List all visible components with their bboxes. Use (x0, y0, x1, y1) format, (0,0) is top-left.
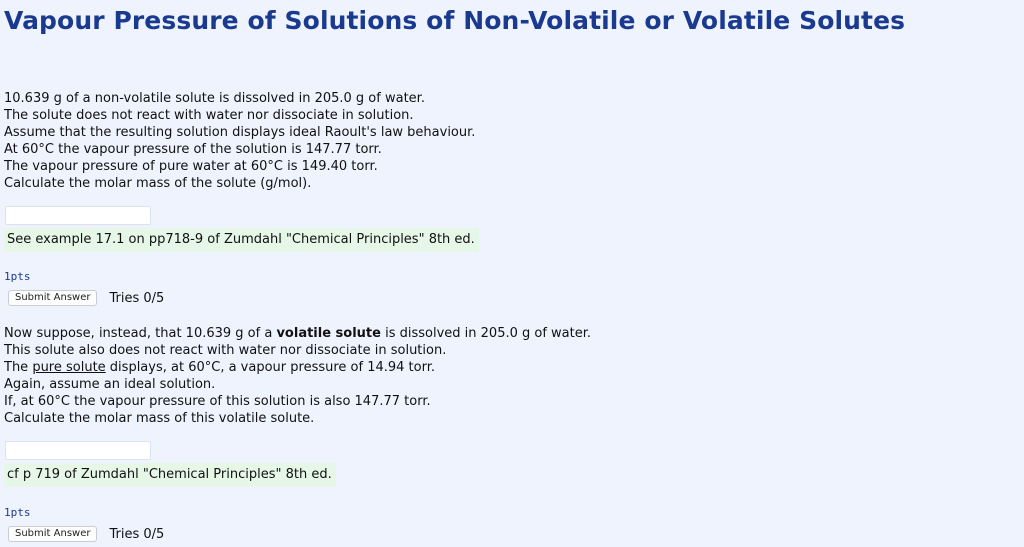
question-1-answer-input[interactable] (5, 206, 151, 225)
question-2-line-1 (4, 325, 591, 342)
question-2-answer-input[interactable] (5, 441, 151, 460)
question-2-line-4: Again, assume an ideal solution. (4, 377, 216, 392)
question-2-line-5: If, at 60°C the vapour pressure of this solution is also 147.77 torr. (4, 394, 431, 409)
question-2-line-3-pre: The (4, 360, 33, 375)
page-title: Vapour Pressure of Solutions of Non-Volatile or Volatile Solutes (4, 6, 906, 35)
question-1-line: Calculate the molar mass of the solute (g/mol). (4, 176, 312, 191)
question-2-line-6: Calculate the molar mass of this volatile solute. (4, 411, 315, 426)
question-1-line: The solute does not react with water nor dissociate in solution. (4, 108, 414, 123)
question-1-points: 1pts (4, 270, 31, 283)
question-2-tries: Tries 0/5 (109, 526, 165, 542)
question-2-text (4, 325, 591, 427)
question-1-tries: Tries 0/5 (109, 290, 165, 306)
question-1-line: 10.639 g of a non-volatile solute is dissolved in 205.0 g of water. (4, 91, 425, 106)
question-1-text (4, 90, 475, 192)
question-2-line-3-post: displays, at 60°C, a vapour pressure of 14.94 torr. (105, 360, 436, 375)
question-2-submit-button[interactable]: Submit Answer (8, 526, 97, 542)
question-2-line-1-post: is dissolved in 205.0 g of water. (380, 326, 592, 341)
question-2-points: 1pts (4, 506, 31, 519)
question-2-line-1-pre: Now suppose, instead, that 10.639 g of a (4, 326, 277, 341)
question-2-submit-row (8, 525, 164, 543)
question-2-line-2: This solute also does not react with water nor dissociate in solution. (4, 343, 447, 358)
question-1-hint: See example 17.1 on pp718-9 of Zumdahl "Chemical Principles" 8th ed. (4, 228, 479, 252)
question-1-line: Assume that the resulting solution displays ideal Raoult's law behaviour. (4, 125, 476, 140)
volatile-solute-emphasis: volatile solute (276, 326, 381, 341)
question-2-hint: cf p 719 of Zumdahl "Chemical Principles" 8th ed. (4, 463, 336, 487)
question-2-line-3 (4, 359, 591, 376)
question-1-line: The vapour pressure of pure water at 60°C is 149.40 torr. (4, 159, 378, 174)
question-1-submit-button[interactable]: Submit Answer (8, 290, 97, 306)
pure-solute-emphasis: pure solute (32, 360, 106, 375)
question-1-line: At 60°C the vapour pressure of the solution is 147.77 torr. (4, 142, 382, 157)
question-1-submit-row (8, 289, 164, 307)
